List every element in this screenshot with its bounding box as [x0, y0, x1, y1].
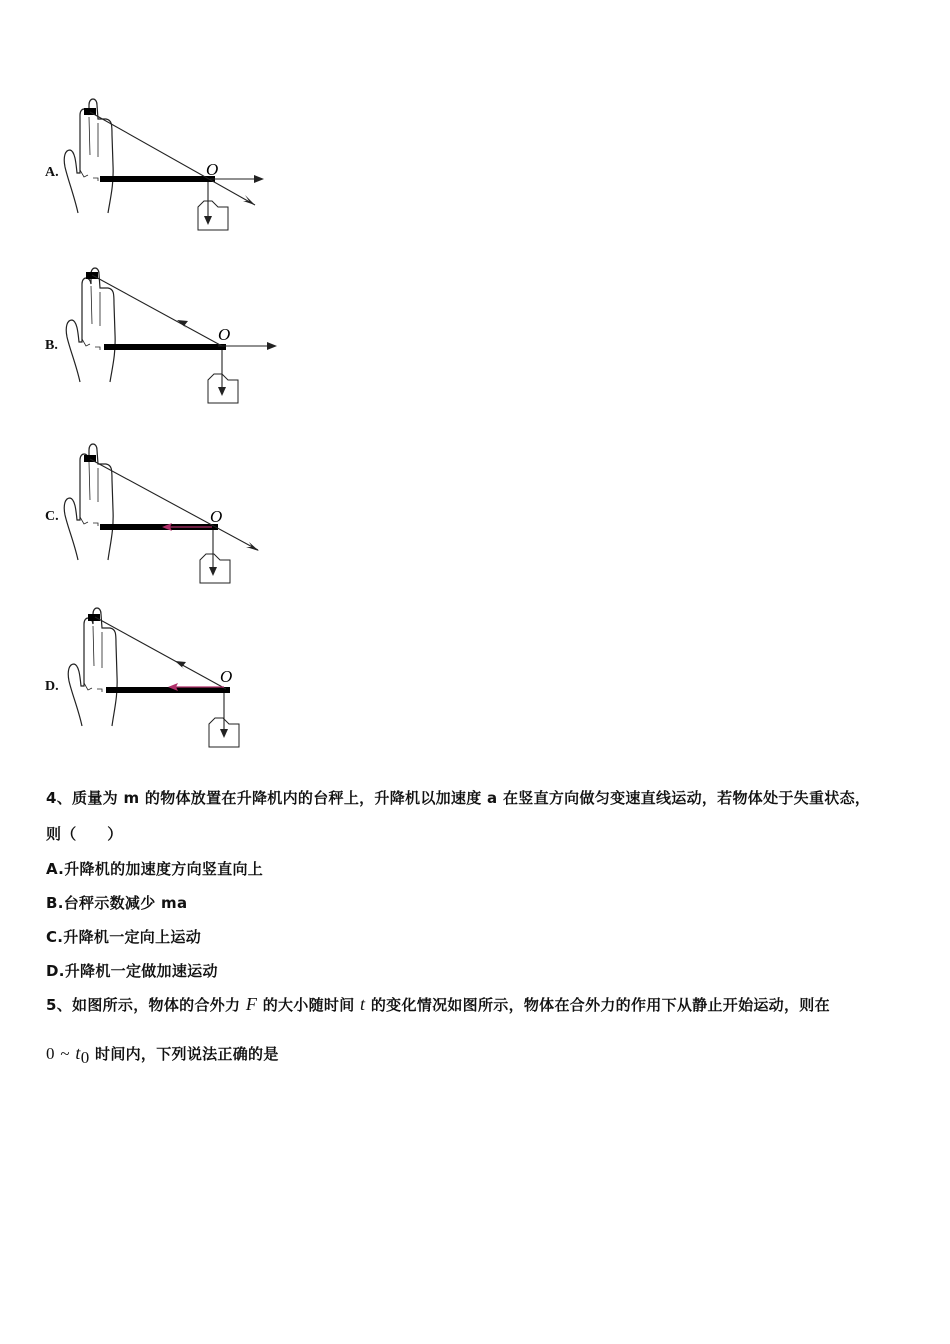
q5-stem-part1: 5、如图所示，物体的合外力: [46, 996, 246, 1014]
q4-stem-line1: 4、质量为 m 的物体放置在升降机内的台秤上，升降机以加速度 a 在竖直方向做匀变速直线运动，若物体处于失重状态，: [46, 789, 871, 807]
q5-stem-line1: [46, 994, 830, 1015]
arrow-right-icon: [267, 342, 277, 350]
q4-option-b: B.台秤示数减少 ma: [46, 894, 188, 912]
wire-clip: [88, 614, 100, 621]
rod: [106, 687, 230, 693]
hand-icon: [64, 99, 113, 213]
rod: [100, 176, 215, 182]
q5-stem-part2: 的大小随时间: [257, 996, 361, 1014]
q5-var-f: F: [245, 994, 258, 1014]
hand-icon: [66, 268, 115, 382]
hand-rod-diagram: [40, 438, 300, 588]
arrow-down-icon: [204, 216, 212, 225]
q5-stem-line2: [46, 1043, 279, 1068]
arrow-down-icon: [209, 567, 217, 576]
figure-label: C.: [45, 509, 59, 524]
hand-rod-diagram: [40, 95, 300, 245]
q4-option-a: A.升降机的加速度方向竖直向上: [46, 860, 264, 878]
figure-label: B.: [45, 338, 58, 353]
figure-option-c: [40, 438, 300, 588]
q4-option-c: C.升降机一定向上运动: [46, 928, 202, 946]
wire-line: [90, 459, 258, 550]
figure-option-a: [40, 95, 300, 245]
arrow-right-icon: [254, 175, 264, 183]
q5-range-sep: ~: [60, 1044, 70, 1063]
wire-line: [92, 275, 222, 346]
arrow-down-icon: [218, 387, 226, 396]
q4-option-d: D.升降机一定做加速运动: [46, 962, 218, 980]
point-o-label: O: [218, 325, 231, 344]
weight-icon: [198, 201, 228, 230]
figure-option-d: [40, 600, 300, 750]
wire-line: [95, 617, 226, 689]
q4-stem-line2: 则（ ）: [46, 825, 123, 843]
figure-label: D.: [45, 679, 59, 694]
point-o-label: O: [206, 160, 219, 179]
q5-range-sub: 0: [80, 1048, 90, 1067]
rod: [104, 344, 226, 350]
arrow-down-icon: [220, 729, 228, 738]
q5-line2-rest: 时间内，下列说法正确的是: [95, 1045, 279, 1063]
wire-line: [90, 112, 255, 205]
figure-label: A.: [45, 165, 59, 180]
q5-range-start: 0: [46, 1044, 55, 1063]
hand-rod-diagram: [40, 262, 300, 412]
hand-rod-diagram: [40, 600, 300, 750]
point-o-label: O: [220, 667, 233, 686]
figure-option-b: [40, 262, 300, 412]
q5-var-t: t: [360, 994, 366, 1014]
point-o-label: O: [210, 507, 223, 526]
q5-range-var: t: [75, 1043, 81, 1063]
q5-stem-part3: 的变化情况如图所示，物体在合外力的作用下从静止开始运动，则在: [365, 996, 830, 1014]
